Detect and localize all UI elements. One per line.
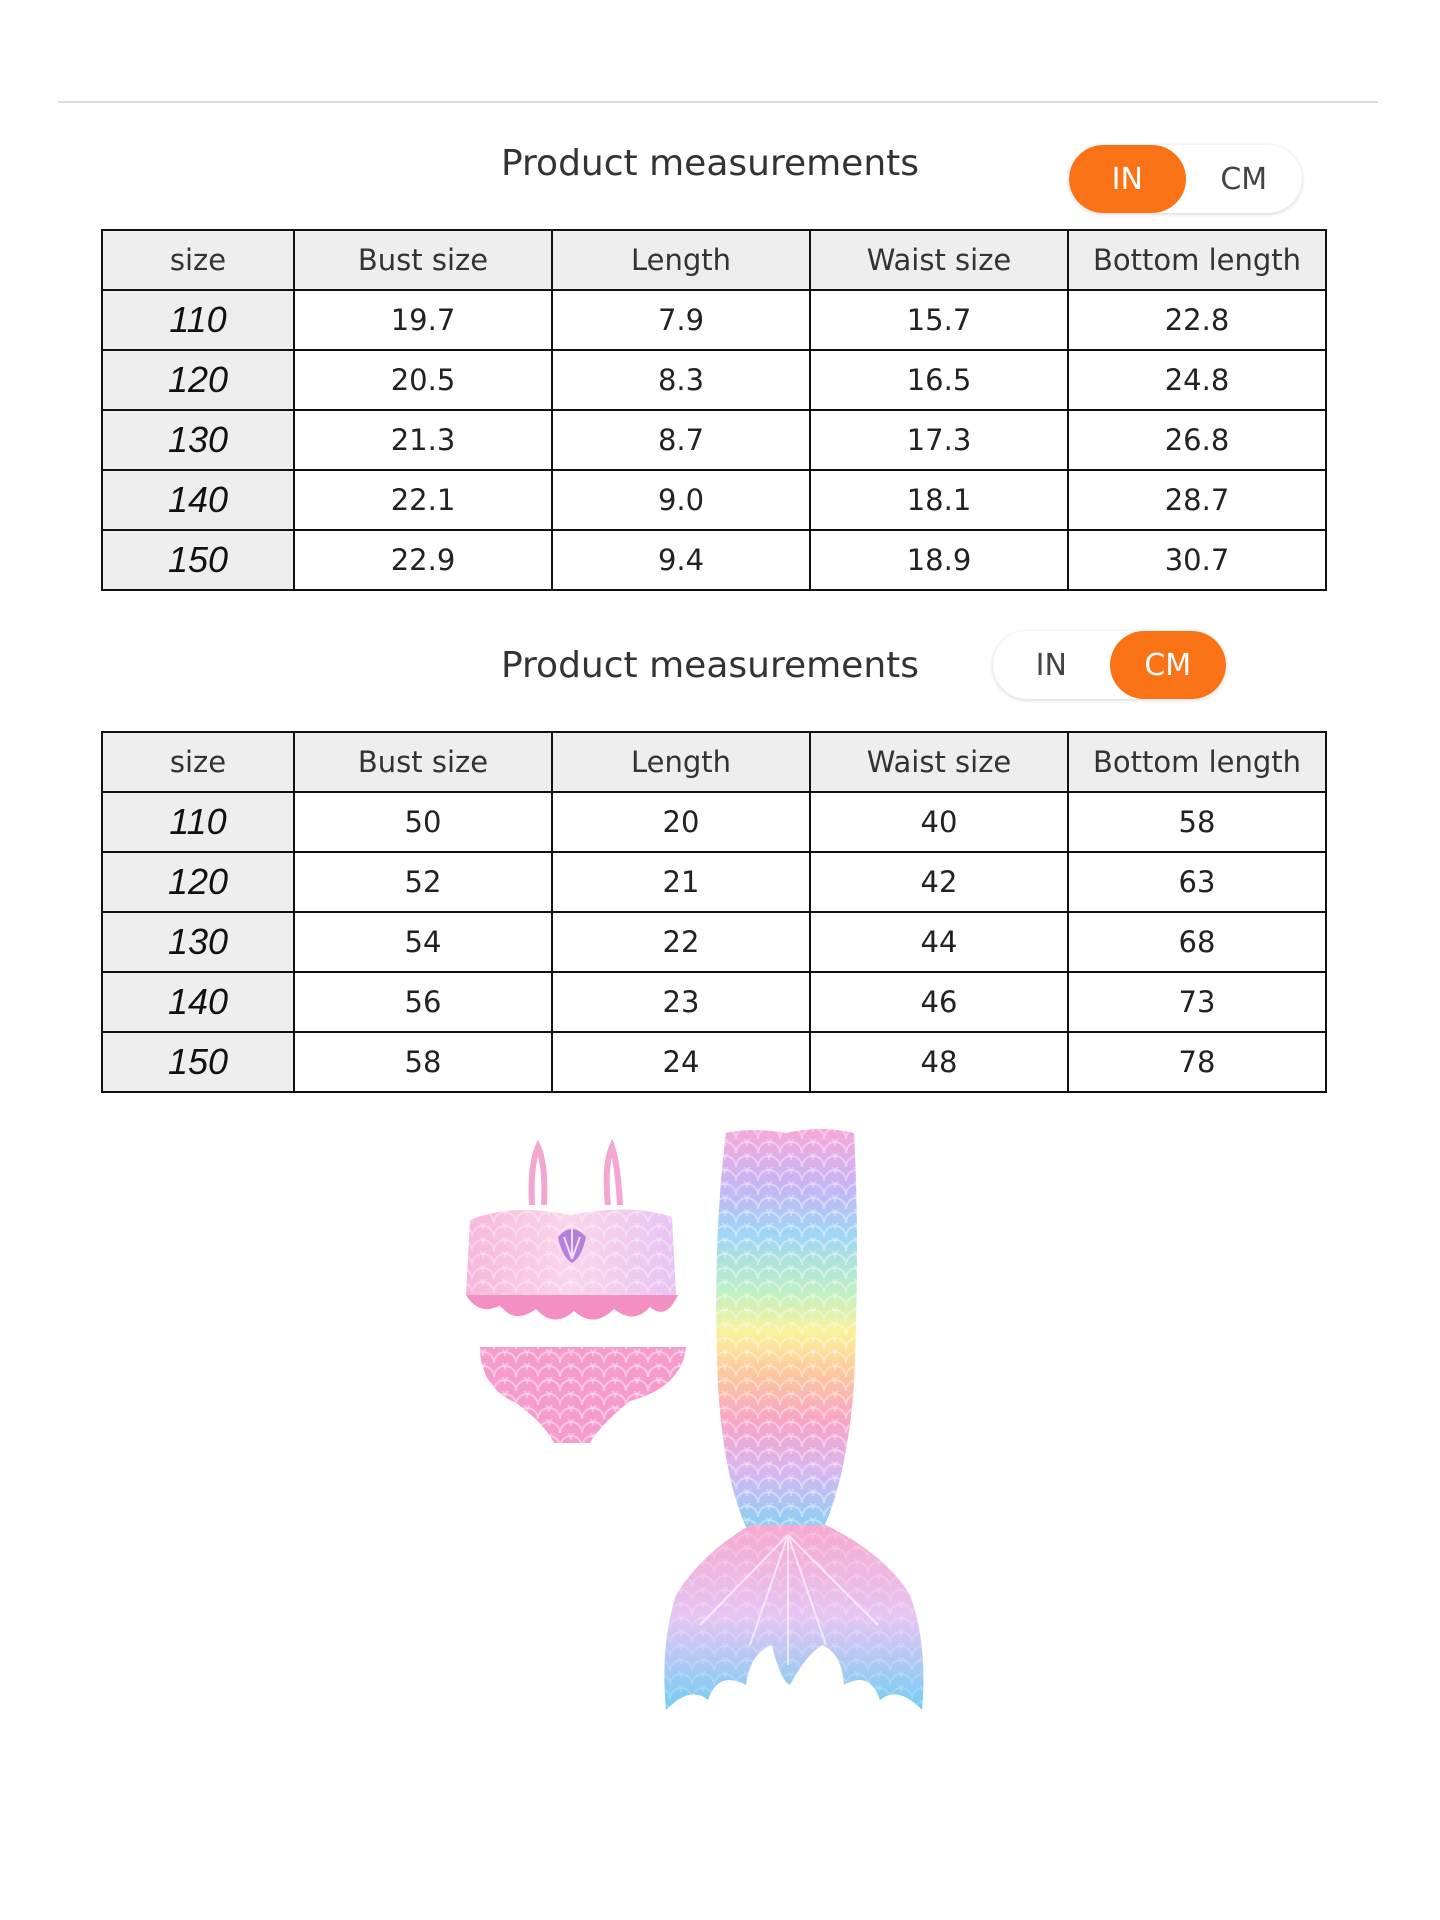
- top-divider: [58, 101, 1378, 103]
- bust-cell: 52: [294, 852, 552, 912]
- table-row: [102, 290, 1326, 350]
- waist-cell: 18.9: [810, 530, 1068, 590]
- size-cell: 110: [102, 792, 294, 852]
- size-cell: 110: [102, 290, 294, 350]
- waist-cell: 16.5: [810, 350, 1068, 410]
- size-cell: 150: [102, 1032, 294, 1092]
- bust-cell: 54: [294, 912, 552, 972]
- bust-cell: 22.1: [294, 470, 552, 530]
- header-length: Length: [552, 230, 810, 290]
- table-header-row: [102, 230, 1326, 290]
- size-cell: 140: [102, 470, 294, 530]
- header-size: size: [102, 230, 294, 290]
- header-waist: Waist size: [810, 230, 1068, 290]
- header-length: Length: [552, 732, 810, 792]
- measurements-table-in: [101, 229, 1327, 591]
- table-row: [102, 792, 1326, 852]
- size-cell: 140: [102, 972, 294, 1032]
- size-cell: 120: [102, 350, 294, 410]
- bottom-length-cell: 63: [1068, 852, 1326, 912]
- waist-cell: 18.1: [810, 470, 1068, 530]
- bottom-length-cell: 24.8: [1068, 350, 1326, 410]
- toggle-option-cm[interactable]: CM: [1220, 161, 1268, 197]
- bottom-length-cell: 68: [1068, 912, 1326, 972]
- length-cell: 24: [552, 1032, 810, 1092]
- bottom-length-cell: 78: [1068, 1032, 1326, 1092]
- bikini-top-illustration: [466, 1147, 678, 1320]
- bust-cell: 21.3: [294, 410, 552, 470]
- header-bottom-length: Bottom length: [1068, 230, 1326, 290]
- unit-toggle-cm[interactable]: [993, 631, 1226, 699]
- bottom-length-cell: 28.7: [1068, 470, 1326, 530]
- table-row: [102, 410, 1326, 470]
- measurements-table-cm: [101, 731, 1327, 1093]
- table-header-row: [102, 732, 1326, 792]
- length-cell: 23: [552, 972, 810, 1032]
- size-cell: 120: [102, 852, 294, 912]
- unit-toggle-in[interactable]: [1069, 145, 1302, 213]
- header-size: size: [102, 732, 294, 792]
- size-cell: 130: [102, 912, 294, 972]
- length-cell: 9.4: [552, 530, 810, 590]
- toggle-option-in[interactable]: IN: [1035, 647, 1067, 683]
- header-waist: Waist size: [810, 732, 1068, 792]
- waist-cell: 15.7: [810, 290, 1068, 350]
- bust-cell: 50: [294, 792, 552, 852]
- bottom-length-cell: 73: [1068, 972, 1326, 1032]
- size-cell: 130: [102, 410, 294, 470]
- mermaid-tail-illustration: [664, 1129, 923, 1710]
- bust-cell: 58: [294, 1032, 552, 1092]
- header-bottom-length: Bottom length: [1068, 732, 1326, 792]
- section-title-cm: Product measurements: [500, 645, 920, 686]
- table-row: [102, 912, 1326, 972]
- size-cell: 150: [102, 530, 294, 590]
- length-cell: 8.3: [552, 350, 810, 410]
- bottom-length-cell: 22.8: [1068, 290, 1326, 350]
- table-row: [102, 530, 1326, 590]
- header-bust: Bust size: [294, 230, 552, 290]
- table-row: [102, 1032, 1326, 1092]
- waist-cell: 48: [810, 1032, 1068, 1092]
- toggle-option-cm[interactable]: CM: [1110, 631, 1227, 699]
- length-cell: 8.7: [552, 410, 810, 470]
- waist-cell: 42: [810, 852, 1068, 912]
- bust-cell: 56: [294, 972, 552, 1032]
- table-row: [102, 852, 1326, 912]
- bottom-length-cell: 26.8: [1068, 410, 1326, 470]
- length-cell: 7.9: [552, 290, 810, 350]
- product-image: [450, 1125, 1010, 1805]
- length-cell: 9.0: [552, 470, 810, 530]
- length-cell: 22: [552, 912, 810, 972]
- bottom-length-cell: 30.7: [1068, 530, 1326, 590]
- bikini-bottom-illustration: [480, 1347, 686, 1443]
- toggle-option-in[interactable]: IN: [1069, 145, 1186, 213]
- table-row: [102, 972, 1326, 1032]
- waist-cell: 40: [810, 792, 1068, 852]
- table-row: [102, 470, 1326, 530]
- header-bust: Bust size: [294, 732, 552, 792]
- section-title-in: Product measurements: [500, 143, 920, 184]
- table-row: [102, 350, 1326, 410]
- bust-cell: 19.7: [294, 290, 552, 350]
- length-cell: 21: [552, 852, 810, 912]
- bust-cell: 20.5: [294, 350, 552, 410]
- waist-cell: 46: [810, 972, 1068, 1032]
- waist-cell: 17.3: [810, 410, 1068, 470]
- waist-cell: 44: [810, 912, 1068, 972]
- bottom-length-cell: 58: [1068, 792, 1326, 852]
- bust-cell: 22.9: [294, 530, 552, 590]
- length-cell: 20: [552, 792, 810, 852]
